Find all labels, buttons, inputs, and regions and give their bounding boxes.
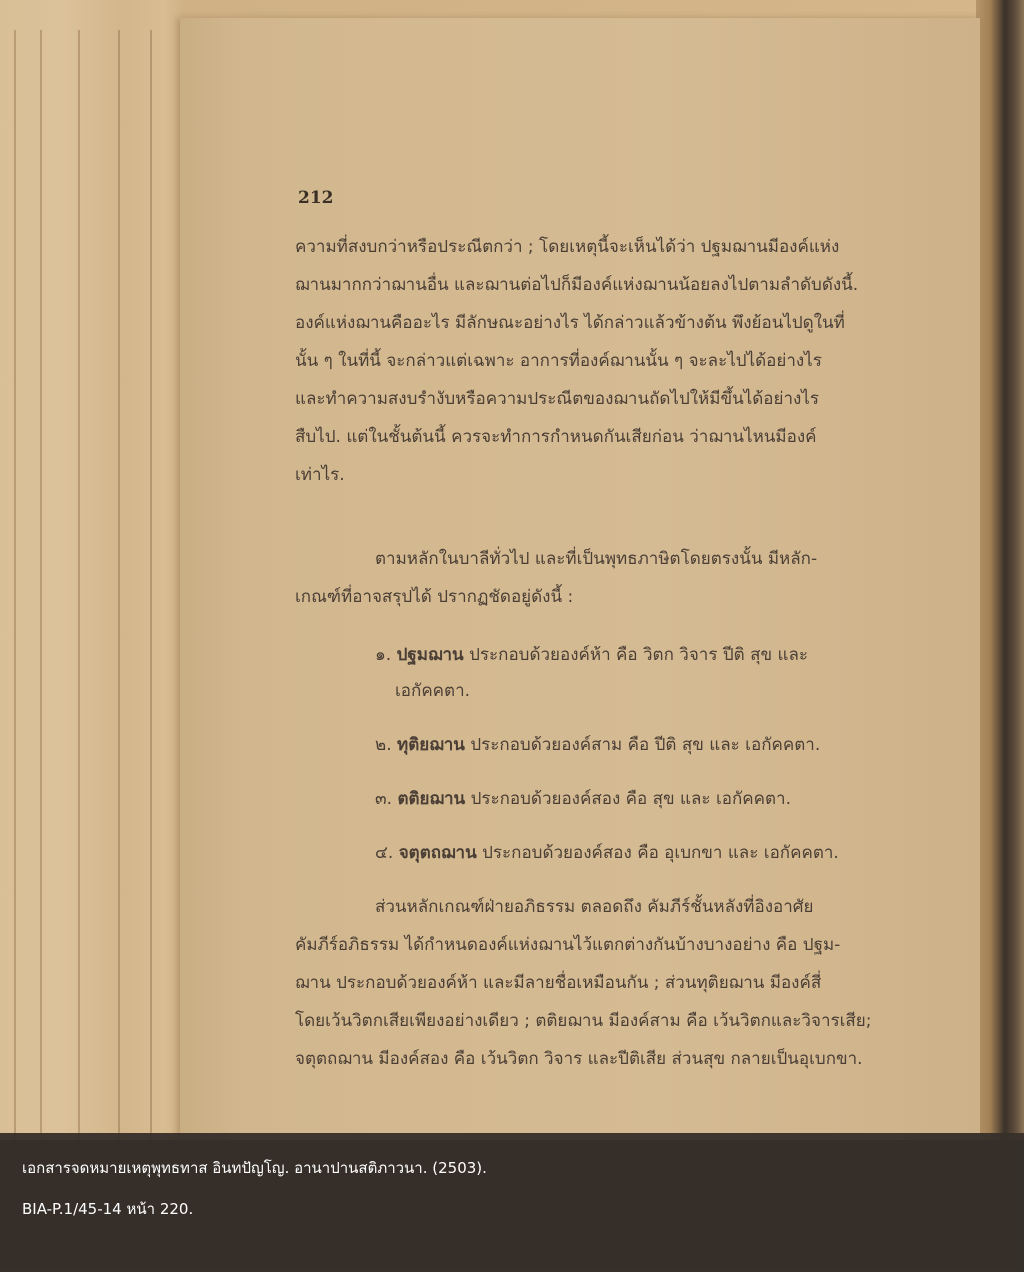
page-edge	[78, 30, 80, 1140]
page-number: 212	[298, 188, 334, 208]
text-line: เกณฑ์ที่อาจสรุปได้ ปรากฏชัดอยู่ดังนี้ :	[295, 587, 574, 607]
list-item	[375, 780, 900, 818]
list-term: ทุติยฌาน	[397, 735, 465, 755]
caption-reference: BIA-P.1/45-14 หน้า 220.	[22, 1200, 194, 1218]
text-line: เท่าไร.	[295, 465, 345, 485]
page-edge	[40, 30, 42, 1140]
book-spine-edge	[976, 0, 1024, 1140]
list-term: ปฐมฌาน	[396, 645, 464, 665]
paragraph-3	[295, 888, 900, 1078]
caption-bar	[0, 1133, 1024, 1272]
list-item	[375, 726, 900, 764]
text-line: ฌาน ประกอบด้วยองค์ห้า และมีลายชื่อเหมือนกัน ; ส่วนทุติยฌาน มีองค์สี่	[295, 973, 822, 993]
text-line: ฌานมากกว่าฌานอื่น และฌานต่อไปก็มีองค์แห่งฌานน้อยลงไปตามลำดับดังนี้.	[295, 275, 859, 295]
list-desc: ประกอบด้วยองค์ห้า คือ วิตก วิจาร ปีติ สุข และ	[469, 645, 809, 665]
text-line: องค์แห่งฌานคืออะไร มีลักษณะอย่างไร ได้กล่าวแล้วข้างต้น พึงย้อนไปดูในที่	[295, 313, 845, 333]
text-line: สืบไป. แต่ในชั้นต้นนี้ ควรจะทำการกำหนดกันเสียก่อน ว่าฌานไหนมีองค์	[295, 427, 817, 447]
text-line: นั้น ๆ ในที่นี้ จะกล่าวแต่เฉพาะ อาการที่องค์ฌานนั้น ๆ จะละไปได้อย่างไร	[295, 351, 822, 371]
text-line: ความที่สงบกว่าหรือประณีตกว่า ; โดยเหตุนี้จะเห็นได้ว่า ปฐมฌานมีองค์แห่ง	[295, 237, 840, 257]
document-page	[180, 18, 980, 1140]
list-term: ตติยฌาน	[397, 789, 466, 809]
list-desc-continued: เอกัคคตา.	[395, 681, 471, 701]
text-line: ส่วนหลักเกณฑ์ฝ่ายอภิธรรม ตลอดถึง คัมภีร์ชั้นหลังที่อิงอาศัย	[375, 897, 814, 917]
list-number: ๓.	[375, 789, 393, 809]
list-number: ๒.	[375, 735, 392, 755]
text-line: ตามหลักในบาลีทั่วไป และที่เป็นพุทธภาษิตโดยตรงนั้น มีหลัก-	[375, 549, 818, 569]
list-desc: ประกอบด้วยองค์สอง คือ อุเบกขา และ เอกัคคตา.	[482, 843, 839, 863]
text-line: และทำความสงบรำงับหรือความประณีตของฌานถัดไปให้มีขึ้นได้อย่างไร	[295, 389, 819, 409]
paragraph-1	[295, 228, 900, 494]
caption-citation: เอกสารจดหมายเหตุพุทธทาส อินทปัญโญ. อานาปานสติภาวนา. (2503).	[22, 1159, 487, 1177]
page-edge	[118, 30, 120, 1140]
text-line: โดยเว้นวิตกเสียเพียงอย่างเดียว ; ตติยฌาน มีองค์สาม คือ เว้นวิตกและวิจารเสีย;	[295, 1011, 872, 1031]
text-line: จตุตถฌาน มีองค์สอง คือ เว้นวิตก วิจาร และปีติเสีย ส่วนสุข กลายเป็นอุเบกขา.	[295, 1049, 863, 1069]
list-number: ๑.	[375, 645, 392, 665]
page-edge	[14, 30, 16, 1140]
page-edge	[150, 30, 152, 1140]
list-item	[375, 834, 900, 872]
jhana-list	[375, 636, 900, 888]
list-number: ๔.	[375, 843, 394, 863]
paragraph-2	[295, 540, 900, 616]
list-desc: ประกอบด้วยองค์สาม คือ ปีติ สุข และ เอกัคคตา.	[470, 735, 821, 755]
text-line: คัมภีร์อภิธรรม ได้กำหนดองค์แห่งฌานไว้แตกต่างกันบ้างบางอย่าง คือ ปฐม-	[295, 935, 841, 955]
list-item	[375, 636, 900, 710]
list-desc: ประกอบด้วยองค์สอง คือ สุข และ เอกัคคตา.	[470, 789, 791, 809]
list-term: จตุตถฌาน	[398, 843, 477, 863]
